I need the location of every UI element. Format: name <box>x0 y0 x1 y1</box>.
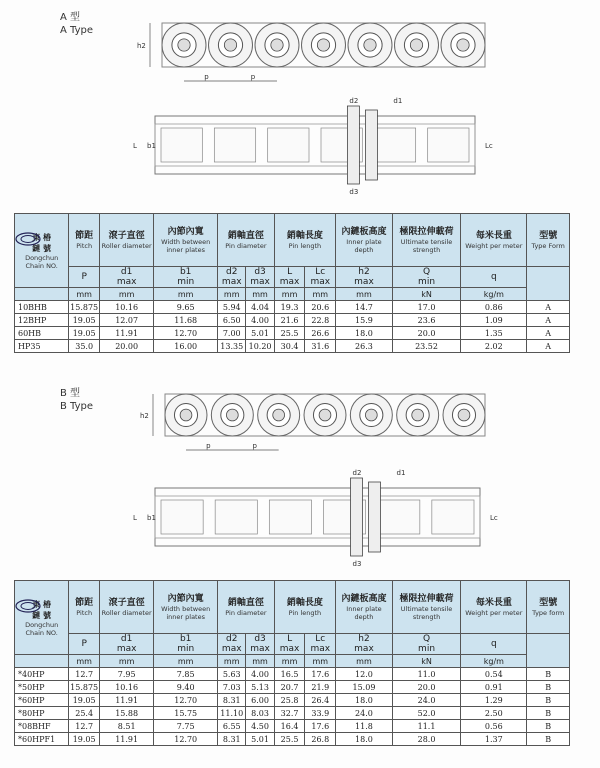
brand-cn-1: 東 椿 <box>32 599 52 609</box>
symbol-cell: b1 min <box>154 634 218 655</box>
column-header: 每米長重 Weight per meter <box>461 214 527 267</box>
value-cell: 0.91 <box>461 681 527 694</box>
table-row <box>15 733 570 746</box>
value-cell: 10.16 <box>100 681 154 694</box>
symbol-cell: d2 max <box>218 634 246 655</box>
roller-section <box>161 128 202 162</box>
value-cell: 12.07 <box>100 314 154 327</box>
value-cell: 10.16 <box>100 301 154 314</box>
table-row <box>15 720 570 733</box>
value-cell: A <box>527 301 570 314</box>
table-row <box>15 668 570 681</box>
value-cell: 26.6 <box>305 327 336 340</box>
value-cell: 19.05 <box>69 733 100 746</box>
value-cell: 12.70 <box>154 733 218 746</box>
unit-cell: kg/m <box>461 655 527 668</box>
table-row <box>15 681 570 694</box>
value-cell: 11.91 <box>100 694 154 707</box>
value-cell: 23.6 <box>392 314 460 327</box>
column-header: 每米長重 Weight per meter <box>461 581 527 634</box>
pin-section-2 <box>365 110 377 180</box>
outer-plate-outline <box>155 116 475 174</box>
column-header: 銷軸長度 Pin length <box>274 214 335 267</box>
pin-section <box>351 478 363 556</box>
value-cell: 5.01 <box>246 733 274 746</box>
pin-hole <box>178 39 190 51</box>
unit-cell: kg/m <box>461 288 527 301</box>
value-cell: 12.70 <box>154 327 218 340</box>
value-cell: 12.7 <box>69 668 100 681</box>
value-cell: 30.4 <box>274 340 305 353</box>
symbol-cell: d3 max <box>246 634 274 655</box>
value-cell: 7.85 <box>154 668 218 681</box>
value-cell: 25.5 <box>274 733 305 746</box>
column-header: 滾子直徑 Roller diameter <box>100 581 154 634</box>
d1-label: d1 <box>396 469 406 477</box>
value-cell: 1.29 <box>461 694 527 707</box>
value-cell: 1.37 <box>461 733 527 746</box>
value-cell: 11.1 <box>392 720 460 733</box>
value-cell: 11.0 <box>392 668 460 681</box>
roller-section <box>432 500 474 534</box>
value-cell: 20.00 <box>100 340 154 353</box>
pin-hole <box>364 39 376 51</box>
table-row <box>15 314 570 327</box>
value-cell: 8.31 <box>218 733 246 746</box>
column-header: 節距 Pitch <box>69 581 100 634</box>
Lc-label: Lc <box>485 142 493 150</box>
brand-header <box>15 214 69 288</box>
chain-no-cell: 10BHB <box>15 301 69 314</box>
value-cell: 11.91 <box>100 327 154 340</box>
value-cell: 13.35 <box>218 340 246 353</box>
value-cell: 4.50 <box>246 720 274 733</box>
symbol-cell: P <box>69 267 100 288</box>
value-cell: B <box>527 681 570 694</box>
column-header: 極限拉伸載荷 Ultimate tensile strength <box>392 214 460 267</box>
value-cell: 6.00 <box>246 694 274 707</box>
value-cell: 15.88 <box>100 707 154 720</box>
value-cell: 5.94 <box>218 301 246 314</box>
unit-cell: mm <box>246 655 274 668</box>
value-cell: 2.02 <box>461 340 527 353</box>
d2-label: d2 <box>349 97 359 105</box>
value-cell: 18.0 <box>336 733 393 746</box>
value-cell: 18.0 <box>336 694 393 707</box>
value-cell: 15.75 <box>154 707 218 720</box>
value-cell: 1.09 <box>461 314 527 327</box>
table-row <box>15 301 570 314</box>
d3-label: d3 <box>349 188 359 196</box>
value-cell: 12.70 <box>154 694 218 707</box>
unit-cell: mm <box>305 288 336 301</box>
symbol-cell: Lc max <box>305 267 336 288</box>
unit-cell: mm <box>100 288 154 301</box>
d3-label: d3 <box>352 560 362 568</box>
symbol-cell: Q min <box>392 634 460 655</box>
value-cell: 0.56 <box>461 720 527 733</box>
inner-plate-outline <box>155 496 480 538</box>
symbol-cell: P <box>69 634 100 655</box>
pitch-label-2: p <box>250 73 256 81</box>
brand-logo-icon <box>15 232 41 246</box>
value-cell: 7.03 <box>218 681 246 694</box>
value-cell: 24.0 <box>336 707 393 720</box>
outer-plate-outline <box>155 488 480 546</box>
pin-hole <box>412 409 424 421</box>
pin-hole <box>319 409 331 421</box>
value-cell: 6.50 <box>218 314 246 327</box>
value-cell: 9.65 <box>154 301 218 314</box>
roller-section <box>378 500 420 534</box>
symbol-cell: b1 min <box>154 267 218 288</box>
symbol-cell: q <box>461 634 527 655</box>
value-cell: 33.9 <box>305 707 336 720</box>
chain-a-top-view <box>0 95 600 205</box>
pin-hole <box>224 39 236 51</box>
symbol-cell: L max <box>274 634 305 655</box>
value-cell: 8.51 <box>100 720 154 733</box>
unit-cell: mm <box>274 288 305 301</box>
symbol-cell: Q min <box>392 267 460 288</box>
value-cell: A <box>527 314 570 327</box>
pin-hole <box>458 409 470 421</box>
value-cell: 11.10 <box>218 707 246 720</box>
pin-hole <box>271 39 283 51</box>
pin-hole <box>317 39 329 51</box>
value-cell: 35.0 <box>69 340 100 353</box>
symbol-cell: h2 max <box>336 267 393 288</box>
h2-label: h2 <box>140 412 149 420</box>
chain-a-side-view <box>0 5 600 105</box>
unit-cell: mm <box>100 655 154 668</box>
section-a-title-en: A Type <box>60 25 93 36</box>
pitch-label-2: p <box>252 442 257 450</box>
pin-section <box>347 106 359 184</box>
unit-cell: mm <box>218 288 246 301</box>
pin-hole <box>180 409 192 421</box>
b1-label: b1 <box>147 514 156 522</box>
Lc-label: Lc <box>490 514 498 522</box>
symbol-cell: d2 max <box>218 267 246 288</box>
unit-cell: mm <box>69 655 100 668</box>
value-cell: 19.05 <box>69 327 100 340</box>
column-header: 節距 Pitch <box>69 214 100 267</box>
value-cell: 9.40 <box>154 681 218 694</box>
value-cell: 5.63 <box>218 668 246 681</box>
value-cell: 24.0 <box>392 694 460 707</box>
brand-logo-icon <box>15 599 41 613</box>
roller-section <box>269 500 311 534</box>
chain-no-cell: *40HP <box>15 668 69 681</box>
roller-section <box>215 500 257 534</box>
table-row <box>15 340 570 353</box>
chain-links <box>165 394 485 436</box>
value-cell: 15.09 <box>336 681 393 694</box>
brand-header <box>15 581 69 655</box>
value-cell: 23.52 <box>392 340 460 353</box>
b1-label: b1 <box>147 142 156 150</box>
value-cell: 31.6 <box>305 340 336 353</box>
value-cell: 21.6 <box>274 314 305 327</box>
value-cell: 26.4 <box>305 694 336 707</box>
chain-no-cell: HP35 <box>15 340 69 353</box>
value-cell: A <box>527 327 570 340</box>
brand-cn-2: 鏈 號 <box>32 610 52 620</box>
pin-hole <box>273 409 285 421</box>
value-cell: B <box>527 694 570 707</box>
value-cell: 4.04 <box>246 301 274 314</box>
chain-b-top-view <box>0 462 600 577</box>
pitch-label-1: p <box>204 73 209 81</box>
spec-table-a <box>14 213 570 353</box>
value-cell: 25.4 <box>69 707 100 720</box>
symbol-cell: q <box>461 267 527 288</box>
chain-links <box>162 23 485 67</box>
chain-no-cell: *60HP <box>15 694 69 707</box>
value-cell: 32.7 <box>274 707 305 720</box>
section-b-title-en: B Type <box>60 401 94 412</box>
value-cell: 8.31 <box>218 694 246 707</box>
table-row <box>15 327 570 340</box>
value-cell: 20.6 <box>305 301 336 314</box>
column-header: 內鏈板高度 Inner plate depth <box>336 581 393 634</box>
unit-cell: mm <box>154 655 218 668</box>
value-cell: 11.68 <box>154 314 218 327</box>
column-header: 滾子直徑 Roller diameter <box>100 214 154 267</box>
value-cell: A <box>527 340 570 353</box>
value-cell: 15.9 <box>336 314 393 327</box>
value-cell: 4.00 <box>246 314 274 327</box>
value-cell: 12.7 <box>69 720 100 733</box>
value-cell: 7.75 <box>154 720 218 733</box>
roller-section <box>214 128 255 162</box>
roller-section <box>161 500 203 534</box>
column-header: 內節內寬 Width between inner plates <box>154 214 218 267</box>
value-cell: 19.05 <box>69 314 100 327</box>
pin-hole <box>410 39 422 51</box>
value-cell: 7.95 <box>100 668 154 681</box>
unit-cell: mm <box>69 288 100 301</box>
value-cell: 21.9 <box>305 681 336 694</box>
value-cell: 20.0 <box>392 327 460 340</box>
h2-label: h2 <box>137 42 146 50</box>
brand-en: Dongchun Chain NO. <box>25 253 59 270</box>
pitch-label-1: p <box>206 442 211 450</box>
unit-cell: mm <box>305 655 336 668</box>
roller-section <box>374 128 415 162</box>
roller-section <box>268 128 309 162</box>
chain-no-cell: *60HPF1 <box>15 733 69 746</box>
value-cell: 11.8 <box>336 720 393 733</box>
unit-cell: mm <box>336 655 393 668</box>
value-cell: 19.3 <box>274 301 305 314</box>
value-cell: B <box>527 720 570 733</box>
value-cell: B <box>527 707 570 720</box>
value-cell: 52.0 <box>392 707 460 720</box>
value-cell: 17.6 <box>305 720 336 733</box>
symbol-cell: L max <box>274 267 305 288</box>
symbol-cell: d1 max <box>100 267 154 288</box>
value-cell: 26.3 <box>336 340 393 353</box>
brand-cn-1: 東 椿 <box>32 232 52 242</box>
chain-b-side-view <box>0 380 600 470</box>
value-cell: 28.0 <box>392 733 460 746</box>
top-view-body <box>155 478 480 556</box>
pin-hole <box>226 409 238 421</box>
value-cell: 25.8 <box>274 694 305 707</box>
value-cell: 20.7 <box>274 681 305 694</box>
unit-cell: mm <box>274 655 305 668</box>
column-header: 極限拉伸載荷 Ultimate tensile strength <box>392 581 460 634</box>
unit-cell: kN <box>392 655 460 668</box>
value-cell: 16.00 <box>154 340 218 353</box>
pin-hole <box>457 39 469 51</box>
column-header: 內鏈板高度 Inner plate depth <box>336 214 393 267</box>
unit-cell: mm <box>336 288 393 301</box>
inner-plate-outline <box>155 124 475 166</box>
brand-cn-2: 鏈 號 <box>32 243 52 253</box>
value-cell: 17.6 <box>305 668 336 681</box>
spec-table-b <box>14 580 570 746</box>
unit-cell: mm <box>218 655 246 668</box>
value-cell: B <box>527 733 570 746</box>
L-label: L <box>133 514 137 522</box>
roller-section <box>428 128 469 162</box>
value-cell: 5.01 <box>246 327 274 340</box>
value-cell: 25.5 <box>274 327 305 340</box>
column-header: 銷軸長度 Pin length <box>274 581 335 634</box>
d2-label: d2 <box>352 469 362 477</box>
unit-cell: kN <box>392 288 460 301</box>
column-header: 型號 Type Form <box>527 214 570 267</box>
symbol-cell: d1 max <box>100 634 154 655</box>
value-cell: 18.0 <box>336 327 393 340</box>
symbol-cell: d3 max <box>246 267 274 288</box>
table-row <box>15 694 570 707</box>
value-cell: B <box>527 668 570 681</box>
value-cell: 7.00 <box>218 327 246 340</box>
value-cell: 10.20 <box>246 340 274 353</box>
chain-no-cell: 12BHP <box>15 314 69 327</box>
pin-hole <box>365 409 377 421</box>
value-cell: 5.13 <box>246 681 274 694</box>
value-cell: 6.55 <box>218 720 246 733</box>
value-cell: 15.875 <box>70 302 99 312</box>
chain-no-cell: *80HP <box>15 707 69 720</box>
value-cell: 17.0 <box>392 301 460 314</box>
symbol-cell: Lc max <box>305 634 336 655</box>
value-cell: 2.50 <box>461 707 527 720</box>
value-cell: 14.7 <box>336 301 393 314</box>
chain-no-cell: *08BHF <box>15 720 69 733</box>
value-cell: 0.54 <box>461 668 527 681</box>
section-a-title-cn: A 型 <box>60 12 81 23</box>
column-header: 銷軸直徑 Pin diameter <box>218 214 275 267</box>
chain-no-cell: 60HB <box>15 327 69 340</box>
section-b-title-cn: B 型 <box>60 388 81 399</box>
pin-section-2 <box>369 482 381 552</box>
L-label: L <box>133 142 137 150</box>
value-cell: 1.35 <box>461 327 527 340</box>
d1-label: d1 <box>393 97 403 105</box>
value-cell: 16.5 <box>274 668 305 681</box>
brand-en: Dongchun Chain NO. <box>25 620 59 637</box>
value-cell: 22.8 <box>305 314 336 327</box>
top-view-body <box>155 106 475 184</box>
column-header: 銷軸直徑 Pin diameter <box>218 581 275 634</box>
chain-no-cell: *50HP <box>15 681 69 694</box>
value-cell: 12.0 <box>336 668 393 681</box>
table-row <box>15 707 570 720</box>
value-cell: 11.91 <box>100 733 154 746</box>
column-header: 型號 Type form <box>527 581 570 634</box>
symbol-cell: h2 max <box>336 634 393 655</box>
column-header: 內節內寬 Width between inner plates <box>154 581 218 634</box>
value-cell: 0.86 <box>461 301 527 314</box>
unit-cell: mm <box>154 288 218 301</box>
unit-cell: mm <box>246 288 274 301</box>
value-cell: 16.4 <box>274 720 305 733</box>
value-cell: 19.05 <box>69 694 100 707</box>
value-cell: 20.0 <box>392 681 460 694</box>
value-cell: 4.00 <box>246 668 274 681</box>
value-cell: 15.875 <box>70 682 99 692</box>
value-cell: 26.8 <box>305 733 336 746</box>
value-cell: 8.03 <box>246 707 274 720</box>
